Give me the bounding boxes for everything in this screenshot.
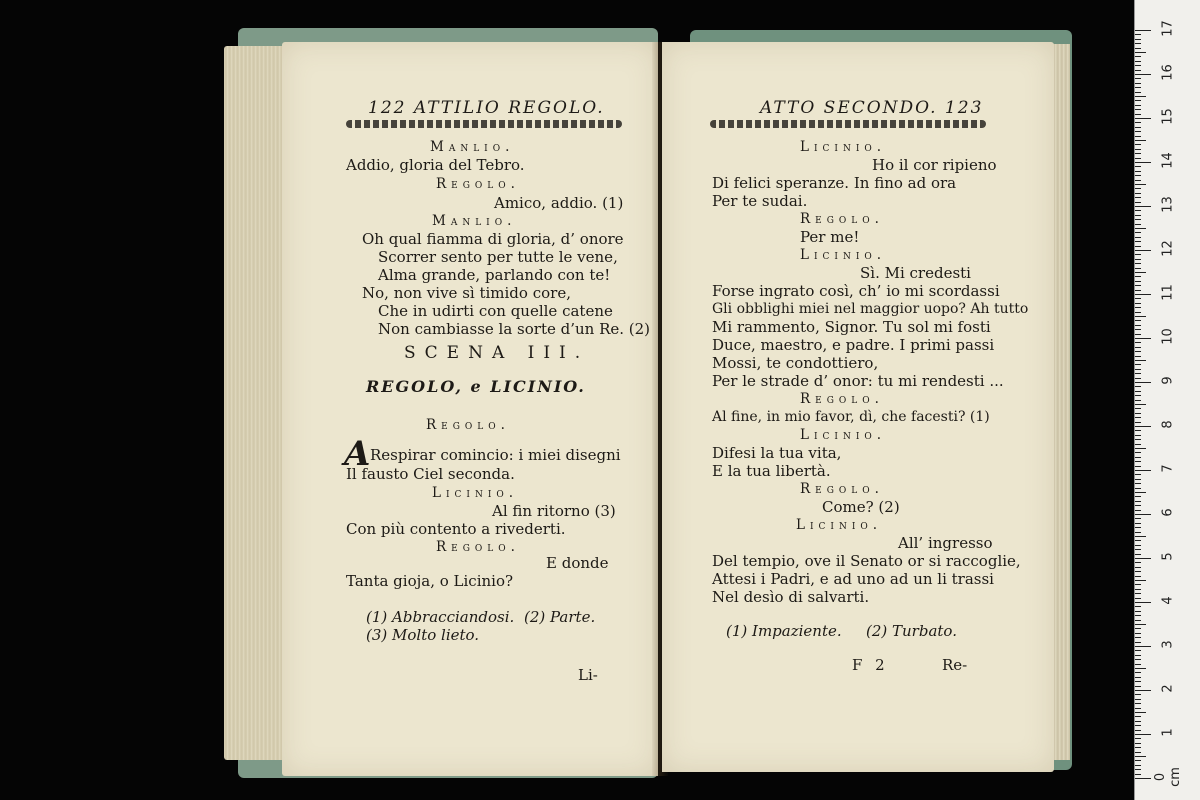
ruler-tick (1135, 672, 1141, 673)
ruler-tick (1135, 532, 1141, 533)
verse-line: Per me! (800, 228, 860, 246)
footnote: (2) Parte. (524, 608, 596, 626)
ruler-tick (1135, 628, 1141, 629)
verse-line: Al fin ritorno (3) (492, 502, 616, 520)
ruler-number: 2 (1160, 684, 1176, 693)
verse-line: Che in udirti con quelle catene (378, 302, 613, 320)
verse-line: Alma grande, parlando con te! (378, 266, 611, 284)
ruler-tick (1135, 351, 1141, 352)
ruler-tick (1135, 488, 1141, 489)
verse-line: Difesi la tua vita, (712, 444, 842, 462)
ruler-tick (1135, 435, 1141, 436)
ruler-number: 3 (1160, 640, 1176, 649)
ruler-tick (1135, 114, 1141, 115)
ruler-tick (1135, 312, 1141, 313)
speaker-label: Licinio. (800, 139, 887, 155)
ruler-tick (1135, 584, 1141, 585)
ruler-tick (1135, 180, 1141, 181)
ruler-tick (1135, 738, 1141, 739)
ruler-tick (1135, 747, 1141, 748)
ruler-tick (1135, 580, 1146, 581)
ruler-tick (1135, 664, 1141, 665)
ruler-tick (1135, 413, 1141, 414)
speaker-label: Regolo. (436, 539, 520, 555)
ruler-tick (1135, 307, 1141, 308)
ruler-tick (1135, 34, 1141, 35)
ruler-tick (1135, 342, 1141, 343)
catchword: Li- (578, 666, 598, 684)
ruler-number: 14 (1160, 152, 1176, 169)
verse-line: Tanta gioja, o Licinio? (346, 572, 514, 590)
measurement-ruler (1134, 0, 1200, 800)
ruler-tick (1135, 65, 1141, 66)
ruler-number: 1 (1160, 728, 1176, 737)
ruler-tick (1135, 272, 1146, 273)
ruler-tick (1135, 246, 1141, 247)
ruler-tick (1135, 677, 1141, 678)
ruler-tick (1135, 659, 1141, 660)
ruler-tick (1135, 316, 1146, 317)
ruler-tick (1135, 725, 1141, 726)
ruler-tick (1135, 100, 1141, 101)
speaker-label: Licinio. (800, 247, 887, 263)
verse-line: E la tua libertà. (712, 462, 831, 480)
verse-line: Del tempio, ove il Senato or si raccoglie, (712, 552, 1021, 570)
ruler-tick (1135, 439, 1141, 440)
ruler-tick (1135, 408, 1141, 409)
ruler-tick (1135, 166, 1141, 167)
ruler-tick (1135, 642, 1141, 643)
verse-line: E donde (546, 554, 609, 572)
ruler-tick (1135, 158, 1141, 159)
ruler-tick (1135, 224, 1141, 225)
verse-line: Per le strade d’ onor: tu mi rendesti ... (712, 372, 1004, 390)
ruler-tick (1135, 325, 1141, 326)
ruler-tick (1135, 545, 1141, 546)
ruler-tick (1135, 576, 1141, 577)
verse-line: Non cambiasse la sorte d’un Re. (2) (378, 320, 651, 338)
ruler-tick (1135, 716, 1141, 717)
ruler-tick (1135, 496, 1141, 497)
ruler-tick (1135, 364, 1141, 365)
ruler-tick (1135, 690, 1151, 691)
verse-line: Amico, addio. (1) (494, 194, 624, 212)
ruler-tick (1135, 637, 1141, 638)
ruler-tick (1135, 188, 1141, 189)
verse-line: Respirar comincio: i miei disegni (370, 446, 621, 464)
ruler-number: 16 (1160, 64, 1176, 81)
verse-line: Come? (2) (822, 498, 900, 516)
ruler-tick (1135, 153, 1141, 154)
scene-title: SCENA III. (404, 343, 590, 363)
ruler-number: 15 (1160, 108, 1176, 125)
ruler-number: 8 (1160, 420, 1176, 429)
ruler-tick (1135, 127, 1141, 128)
ruler-tick (1135, 752, 1141, 753)
ruler-tick (1135, 162, 1151, 163)
ruler-tick (1135, 294, 1151, 295)
verse-line: Al fine, in mio favor, dì, che facesti? (1) (712, 409, 990, 425)
speaker-label: Licinio. (796, 517, 883, 533)
ruler-tick (1135, 237, 1141, 238)
ruler-tick (1135, 391, 1141, 392)
ruler-tick (1135, 422, 1141, 423)
ruler-tick (1135, 611, 1141, 612)
verse-line: Di felici speranze. In fino ad ora (712, 174, 957, 192)
ruler-tick (1135, 250, 1151, 251)
ruler-tick (1135, 87, 1141, 88)
ruler-tick (1135, 281, 1141, 282)
ruler-tick (1135, 448, 1146, 449)
ruler-tick (1135, 197, 1141, 198)
ruler-tick (1135, 334, 1141, 335)
ruler-tick (1135, 606, 1141, 607)
ruler-tick (1135, 171, 1141, 172)
ruler-tick (1135, 571, 1141, 572)
drop-cap: A (344, 434, 371, 474)
ruler-number: 12 (1160, 240, 1176, 257)
ruler-number: 11 (1160, 284, 1176, 301)
ruler-tick (1135, 259, 1141, 260)
verse-line: Addio, gloria del Tebro. (346, 156, 525, 174)
ruler-tick (1135, 140, 1146, 141)
verse-line: Scorrer sento per tutte le vene, (378, 248, 618, 266)
ruler-tick (1135, 778, 1151, 779)
ruler-tick (1135, 708, 1141, 709)
ruler-tick (1135, 369, 1141, 370)
ruler-tick (1135, 721, 1141, 722)
ruler-tick (1135, 74, 1151, 75)
ruler-tick (1135, 285, 1141, 286)
header-ornament-right (710, 120, 986, 128)
footnote-text: (1) Abbracciandosi. (366, 608, 515, 626)
ruler-tick (1135, 70, 1141, 71)
ruler-tick (1135, 734, 1151, 735)
ruler-tick (1135, 589, 1141, 590)
ruler-tick (1135, 386, 1141, 387)
ruler-number: 10 (1160, 328, 1176, 345)
ruler-tick (1135, 206, 1151, 207)
ruler-tick (1135, 760, 1141, 761)
footnote (366, 608, 514, 626)
ruler-tick (1135, 527, 1141, 528)
ruler-tick (1135, 39, 1141, 40)
footnote: (3) Molto lieto. (366, 626, 480, 644)
ruler-tick (1135, 681, 1141, 682)
ruler-tick (1135, 765, 1141, 766)
ruler-tick (1135, 444, 1141, 445)
ruler-tick (1135, 175, 1141, 176)
ruler-tick (1135, 360, 1146, 361)
ruler-tick (1135, 633, 1141, 634)
ruler-number: 4 (1160, 596, 1176, 605)
ruler-tick (1135, 602, 1151, 603)
ruler-tick (1135, 514, 1151, 515)
ruler-tick (1135, 96, 1146, 97)
ruler-tick (1135, 48, 1141, 49)
verse-line: No, non vive sì timido core, (362, 284, 571, 302)
ruler-tick (1135, 347, 1141, 348)
left-page (282, 42, 658, 776)
ruler-tick (1135, 56, 1141, 57)
speaker-label: Regolo. (436, 176, 520, 192)
ruler-tick (1135, 232, 1141, 233)
ruler-tick (1135, 615, 1141, 616)
ruler-tick (1135, 83, 1141, 84)
verse-line: Oh qual fiamma di gloria, d’ onore (362, 230, 624, 248)
ruler-tick (1135, 554, 1141, 555)
ruler-tick (1135, 329, 1141, 330)
ruler-tick (1135, 298, 1141, 299)
ruler-number: 7 (1160, 464, 1176, 473)
ruler-tick (1135, 598, 1141, 599)
ruler-tick (1135, 263, 1141, 264)
verse-line: Ho il cor ripieno (872, 156, 997, 174)
ruler-tick (1135, 743, 1141, 744)
ruler-tick (1135, 215, 1141, 216)
ruler-tick (1135, 184, 1146, 185)
ruler-tick (1135, 268, 1141, 269)
ruler-tick (1135, 320, 1141, 321)
ruler-number: 13 (1160, 196, 1176, 213)
ruler-tick (1135, 699, 1141, 700)
ruler-number: 0 cm (1153, 767, 1183, 787)
ruler-tick (1135, 593, 1141, 594)
speaker-label: Regolo. (800, 211, 884, 227)
ruler-tick (1135, 303, 1141, 304)
ruler-tick (1135, 52, 1146, 53)
ruler-tick (1135, 210, 1141, 211)
ruler-number: 6 (1160, 508, 1176, 517)
ruler-tick (1135, 470, 1151, 471)
ruler-tick (1135, 523, 1141, 524)
ruler-number: 5 (1160, 552, 1176, 561)
footnote: (1) Impaziente. (726, 622, 842, 640)
ruler-tick (1135, 228, 1146, 229)
ruler-tick (1135, 646, 1151, 647)
ruler-tick (1135, 356, 1141, 357)
ruler-tick (1135, 558, 1151, 559)
scene-characters: REGOLO, e LICINIO. (366, 377, 586, 396)
header-ornament-left (346, 120, 622, 128)
ruler-tick (1135, 144, 1141, 145)
ruler-tick (1135, 624, 1146, 625)
ruler-tick (1135, 122, 1141, 123)
footnote: (2) Turbato. (866, 622, 957, 640)
ruler-tick (1135, 373, 1141, 374)
ruler-tick (1135, 276, 1141, 277)
ruler-tick (1135, 149, 1141, 150)
speaker-label: Manlio. (432, 213, 517, 229)
ruler-tick (1135, 518, 1141, 519)
ruler-tick (1135, 400, 1141, 401)
ruler-tick (1135, 620, 1141, 621)
ruler-tick (1135, 105, 1141, 106)
right-page (662, 42, 1054, 772)
ruler-tick (1135, 426, 1151, 427)
ruler-tick (1135, 769, 1141, 770)
ruler-tick (1135, 430, 1141, 431)
ruler-tick (1135, 378, 1141, 379)
verse-line: Il fausto Ciel seconda. (346, 465, 515, 483)
ruler-tick (1135, 202, 1141, 203)
ruler-tick (1135, 338, 1151, 339)
ruler-tick (1135, 474, 1141, 475)
ruler-tick (1135, 118, 1151, 119)
ruler-tick (1135, 730, 1141, 731)
ruler-tick (1135, 382, 1151, 383)
speaker-label: Manlio. (430, 139, 515, 155)
ruler-tick (1135, 61, 1141, 62)
verse-line: Forse ingrato così, ch’ io mi scordassi (712, 282, 1000, 300)
ruler-tick (1135, 567, 1141, 568)
speaker-label: Licinio. (432, 485, 519, 501)
ruler-tick (1135, 131, 1141, 132)
ruler-tick (1135, 536, 1146, 537)
ruler-tick (1135, 136, 1141, 137)
ruler-tick (1135, 549, 1141, 550)
speaker-label: Regolo. (800, 481, 884, 497)
ruler-tick (1135, 483, 1141, 484)
verse-line: All’ ingresso (898, 534, 993, 552)
verse-line: Per te sudai. (712, 192, 808, 210)
ruler-tick (1135, 395, 1141, 396)
ruler-tick (1135, 452, 1141, 453)
ruler-tick (1135, 505, 1141, 506)
ruler-tick (1135, 756, 1146, 757)
ruler-tick (1135, 404, 1146, 405)
ruler-tick (1135, 92, 1141, 93)
ruler-tick (1135, 774, 1141, 775)
speaker-label: Licinio. (800, 427, 887, 443)
ruler-tick (1135, 540, 1141, 541)
ruler-tick (1135, 78, 1141, 79)
ruler-tick (1135, 492, 1146, 493)
ruler-tick (1135, 712, 1146, 713)
ruler-tick (1135, 686, 1141, 687)
verse-line: Mi rammento, Signor. Tu sol mi fosti (712, 318, 991, 336)
verse-line: Mossi, te condottiero, (712, 354, 879, 372)
right-page-header: ATTO SECONDO. 123 (760, 98, 984, 118)
ruler-tick (1135, 417, 1141, 418)
ruler-tick (1135, 510, 1141, 511)
ruler-tick (1135, 650, 1141, 651)
ruler-tick (1135, 466, 1141, 467)
verse-line: Gli obblighi miei nel maggior uopo? Ah tutto (712, 301, 1029, 317)
signature-mark: F 2 (852, 656, 889, 674)
ruler-tick (1135, 43, 1141, 44)
ruler-tick (1135, 694, 1141, 695)
ruler-tick (1135, 655, 1141, 656)
verse-line: Con più contento a rivederti. (346, 520, 566, 538)
ruler-tick (1135, 479, 1141, 480)
speaker-label: Regolo. (426, 417, 510, 433)
left-page-header: 122 ATTILIO REGOLO. (368, 98, 605, 118)
ruler-tick (1135, 501, 1141, 502)
ruler-tick (1135, 461, 1141, 462)
verse-line: Sì. Mi credesti (860, 264, 971, 282)
ruler-tick (1135, 668, 1146, 669)
ruler-tick (1135, 254, 1141, 255)
ruler-tick (1135, 109, 1141, 110)
ruler-tick (1135, 457, 1141, 458)
ruler-number: 17 (1160, 20, 1176, 37)
verse-line: Nel desìo di salvarti. (712, 588, 870, 606)
verse-line: Attesi i Padri, e ad uno ad un li trassi (712, 570, 994, 588)
ruler-tick (1135, 193, 1141, 194)
ruler-tick (1135, 290, 1141, 291)
ruler-tick (1135, 241, 1141, 242)
ruler-tick (1135, 30, 1151, 31)
ruler-tick (1135, 703, 1141, 704)
catchword: Re- (942, 656, 968, 674)
verse-line: Duce, maestro, e padre. I primi passi (712, 336, 995, 354)
speaker-label: Regolo. (800, 391, 884, 407)
ruler-tick (1135, 219, 1141, 220)
ruler-number: 9 (1160, 376, 1176, 385)
ruler-tick (1135, 562, 1141, 563)
